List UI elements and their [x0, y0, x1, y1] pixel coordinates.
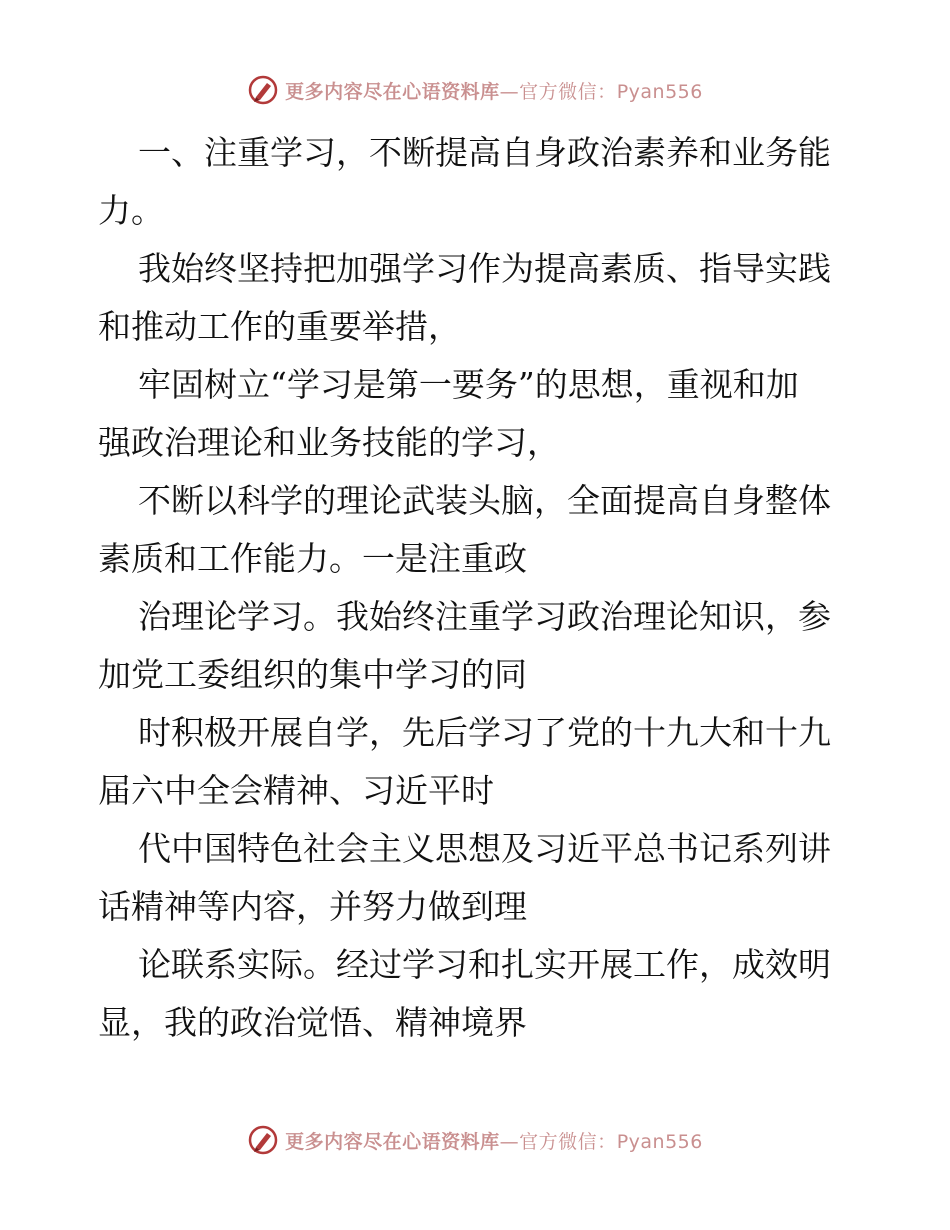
- paragraph-line: 代中国特色社会主义思想及习近平总书记系列讲: [138, 829, 831, 868]
- watermark-wechat-id: Pyan556: [616, 80, 703, 103]
- pen-logo-icon: [247, 1124, 279, 1156]
- paragraph-line: 届六中全会精神、习近平时: [98, 771, 494, 810]
- paragraph-line: 我始终坚持把加强学习作为提高素质、指导实践: [138, 249, 831, 288]
- watermark-dash: —: [499, 80, 520, 103]
- paragraph-line: 不断以科学的理论武装头脑，全面提高自身整体: [138, 481, 831, 520]
- paragraph-line: 显，我的政治觉悟、精神境界: [98, 1003, 527, 1042]
- paragraph: [98, 820, 858, 936]
- watermark-wechat-id: Pyan556: [616, 1130, 703, 1153]
- watermark-wechat-label: 官方微信：: [519, 1130, 617, 1153]
- paragraph-line: 力。: [98, 191, 164, 230]
- paragraph: [98, 124, 858, 240]
- header-watermark: [0, 70, 950, 110]
- paragraph: [98, 356, 858, 472]
- watermark-text: [285, 77, 703, 104]
- watermark-site-text: 更多内容尽在心语资料库: [285, 1130, 500, 1153]
- paragraph-line: 论联系实际。经过学习和扎实开展工作，成效明: [138, 945, 831, 984]
- watermark-dash: —: [499, 1130, 520, 1153]
- document-body: [98, 124, 858, 1052]
- paragraph-line: 素质和工作能力。一是注重政: [98, 539, 527, 578]
- paragraph-line: 加党工委组织的集中学习的同: [98, 655, 527, 694]
- paragraph-line: 一、注重学习，不断提高自身政治素养和业务能: [138, 133, 831, 172]
- paragraph: [98, 472, 858, 588]
- watermark-wechat-label: 官方微信：: [519, 80, 617, 103]
- paragraph-line: 牢固树立“学习是第一要务”的思想，重视和加: [138, 365, 799, 404]
- watermark-text: [285, 1127, 703, 1154]
- paragraph: [98, 240, 858, 356]
- paragraph-line: 和推动工作的重要举措，: [98, 307, 461, 346]
- paragraph: [98, 704, 858, 820]
- paragraph: [98, 936, 858, 1052]
- paragraph-line: 强政治理论和业务技能的学习，: [98, 423, 560, 462]
- paragraph-line: 话精神等内容，并努力做到理: [98, 887, 527, 926]
- pen-logo-icon: [247, 74, 279, 106]
- footer-watermark: [0, 1120, 950, 1160]
- watermark-site-text: 更多内容尽在心语资料库: [285, 80, 500, 103]
- paragraph-line: 治理论学习。我始终注重学习政治理论知识，参: [138, 597, 831, 636]
- paragraph-line: 时积极开展自学，先后学习了党的十九大和十九: [138, 713, 831, 752]
- paragraph: [98, 588, 858, 704]
